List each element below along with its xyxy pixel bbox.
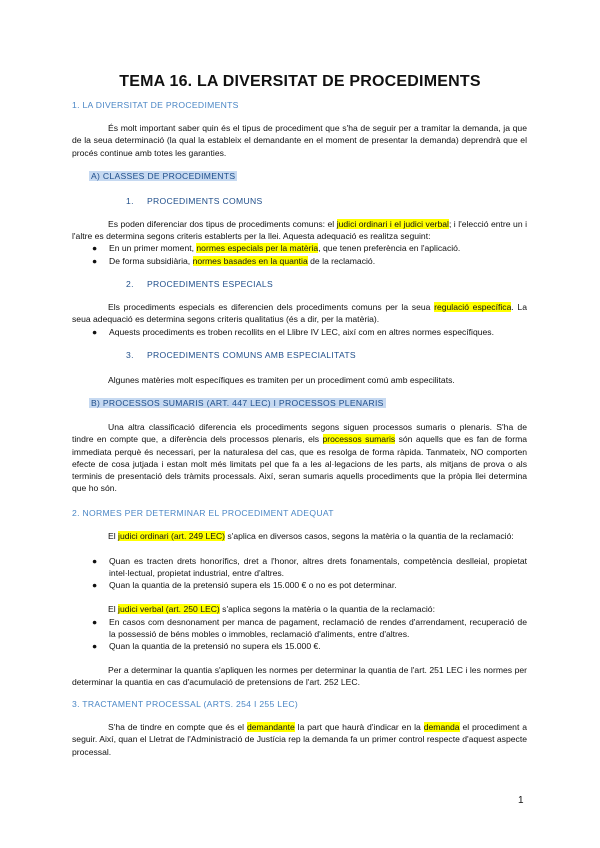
sub2-heading	[126, 279, 273, 289]
sub2-number: 2.	[126, 279, 134, 289]
bullet-icon: ●	[92, 641, 98, 651]
paragraph-quantia: Per a determinar la quantia s'apliquen les normes per determinar la quantia de l'art. 251 LEC i les normes per determinar la quantia en cas d'acumulació de pretensions de l'art. 252 LEC.	[72, 665, 527, 688]
highlight-normes-quantia: normes basades en la quantia	[192, 256, 308, 266]
sub3-number: 3.	[126, 350, 134, 360]
paragraph-judici-verbal: El judici verbal (art. 250 LEC) s'aplica segons la matèria o la quantia de la reclamació:	[108, 604, 435, 614]
highlight-judici-verbal: judici verbal (art. 250 LEC)	[118, 604, 220, 614]
sub1-number: 1.	[126, 196, 134, 206]
page-number: 1	[518, 795, 524, 806]
section-3-heading: 3. TRACTAMENT PROCESSAL (ARTS. 254 I 255 LEC)	[72, 699, 299, 709]
paragraph-summary-processes: Una altra classificació diferencia els procediments segons siguen processos sumaris o plenaris. S'ha de tindre en compte que, a diferència dels processos plenaris, els processos sumaris són aquells que es fan de forma immediata perquè és necessari, per la naturalesa del cas, que es resolga de forma ràpida. Tanmateix, NO comporten efecte de cosa jutjada i estan molt més limitats pel que fa a les al·legacions de les parts, als mitjans de prova o als terminis de presentació dels tràmits processals. Així, seran sumaris aquells procediments que la pròpia llei determina que ho són.	[72, 422, 528, 494]
sub3-heading	[126, 350, 356, 360]
sub1-heading	[126, 196, 263, 206]
paragraph-common-procedures: Es poden diferenciar dos tipus de procediments comuns: el judici ordinari i el judici verbal; i l'elecció entre un i l'altre es determina segons criteris establerts per la llei. Aquesta adequació es realitza seguint:	[72, 219, 527, 242]
sub1-label: PROCEDIMENTS COMUNS	[147, 196, 263, 206]
subsection-a-heading: A) CLASSES DE PROCEDIMENTS	[91, 171, 236, 181]
sub3-label: PROCEDIMENTS COMUNS AMB ESPECIALITATS	[147, 350, 356, 360]
highlight-demandante: demandante	[246, 722, 295, 732]
document-page: TEMA 16. LA DIVERSITAT DE PROCEDIMENTS 1. LA DIVERSITAT DE PROCEDIMENTS És molt important saber quin és el tipus de procediment que s'ha de seguir per a tramitar la demanda, ja que de la seua determinació (la qual la estableix el demandante en el moment de presentar la demanda) deprendrà que el procés continue amb totes les garanties. A) CLASSES DE PROCEDIMENTS 1. PROCEDIMENTS COMUNS Es poden diferenciar dos tipus de procediments comuns: el judici ordinari i el judici verbal; i l'elecció entre un i l'altre es determina segons criteris establerts per la llei. Aquesta adequació es realitza seguint: ● En un primer moment, normes especials per la matèria, que tenen preferència en l'aplicació. ● De forma subsidiària, normes basades en la quantia de la reclamació. 2. PROCEDIMENTS ESPECIALS Els procediments especials es diferencien dels procediments comuns per la seua regulació específica. La seua adequació es determina segons criteris qualitatius (és a dir, per la matèria). ● Aquests procediments es troben recollits en el Llibre IV LEC, així com en altres normes específiques. 3. PROCEDIMENTS COMUNS AMB ESPECIALITATS Algunes matèries molt específiques es tramiten per un procediment comú amb especilitats. B) PROCESSOS SUMARIS (ART. 447 LEC) I PROCESSOS PLENARIS Una altra classificació diferencia els procediments segons siguen processos sumaris o plenaris. S'ha de tindre en compte que, a diferència dels processos plenaris, els processos sumaris són aquells que es fan de forma immediata perquè és necessari, per la naturalesa del cas, que es resolga de forma ràpida. Tanmateix, NO comporten efecte de cosa jutjada i estan molt més limitats pel que fa a les al·legacions de les parts, als mitjans de prova o als terminis de presentació dels tràmits processals. Així, seran sumaris aquells procediments que la pròpia llei determina que ho són. 2. NORMES PER DETERMINAR EL PROCEDIMENT ADEQUAT El judici ordinari (art. 249 LEC) s'aplica en diversos casos, segons la matèria o la quantia de la reclamació: ● Quan es tracten drets honorífics, dret a l'honor, altres drets fonamentals, competència deslleial, propietat intel·lectual, propietat industrial, entre d'altres. ● Quan la quantia de la pretensió supera els 15.000 € o no es pot determinar. El judici verbal (art. 250 LEC) s'aplica segons la matèria o la quantia de la reclamació: ● En casos com desnonament per manca de pagament, reclamació de rendes d'arrendament, recuperació de la possessió de béns mobles o immobles, reclamació d'aliments, entre d'altres. ● Quan la quantia de la pretensió no supera els 15.000 €. Per a determinar la quantia s'apliquen les normes per determinar la quantia de l'art. 251 LEC i les normes per determinar la quantia en cas d'acumulació de pretensions de l'art. 252 LEC. 3. TRACTAMENT PROCESSAL (ARTS. 254 I 255 LEC) S'ha de tindre en compte que és el demandante la part que haurà d'indicar en la demanda el procediment a seguir. Així, quan el Lletrat de l'Administració de Justícia rep la demanda fa un primer control respecte d'aquest aspecte processal. 1	[0, 0, 600, 848]
highlight-normes-materia: normes especials per la matèria	[196, 243, 319, 253]
bullet-icon: ●	[92, 243, 98, 253]
section-2-heading: 2. NORMES PER DETERMINAR EL PROCEDIMENT ADEQUAT	[72, 508, 334, 518]
highlight-judici-ordinari: judici ordinari (art. 249 LEC)	[118, 531, 226, 541]
paragraph-tractament-processal: S'ha de tindre en compte que és el demandante la part que haurà d'indicar en la demanda el procediment a seguir. Així, quan el Lletrat de l'Administració de Justícia rep la demanda fa un primer control respecte d'aquest aspecte processal.	[72, 722, 528, 757]
paragraph-special-common: Algunes matèries molt específiques es tramiten per un procediment comú amb especilitats.	[108, 375, 455, 385]
bullet-icon: ●	[92, 327, 98, 337]
highlight-demanda: demanda	[423, 722, 460, 732]
paragraph-special-procedures: Els procediments especials es diferencien dels procediments comuns per la seua regulació específica. La seua adequació es determina segons criteris qualitatius (és a dir, per la matèria).	[72, 302, 527, 325]
bullet-icon: ●	[92, 556, 98, 566]
highlight-judici-ordinari-verbal: judici ordinari i el judici verbal	[336, 219, 449, 229]
bullet-icon: ●	[92, 256, 98, 266]
paragraph-judici-ordinari: El judici ordinari (art. 249 LEC) s'aplica en diversos casos, segons la matèria o la quantia de la reclamació:	[108, 531, 514, 541]
page-title: TEMA 16. LA DIVERSITAT DE PROCEDIMENTS	[119, 73, 481, 90]
highlight-processos-sumaris: processos sumaris	[322, 434, 396, 445]
highlight-regulacio-especifica: regulació específica	[434, 302, 512, 312]
sub2-label: PROCEDIMENTS ESPECIALS	[147, 279, 273, 289]
section-1-intro: És molt important saber quin és el tipus de procediment que s'ha de seguir per a tramitar la demanda, ja que de la seua determinació (la qual la estableix el demandante en el moment de presentar la demanda) deprendrà que el procés continue amb totes les garanties.	[72, 123, 527, 158]
subsection-b-heading: B) PROCESSOS SUMARIS (ART. 447 LEC) I PROCESSOS PLENARIS	[91, 398, 384, 408]
section-1-heading: 1. LA DIVERSITAT DE PROCEDIMENTS	[72, 100, 239, 110]
bullet-icon: ●	[92, 580, 98, 590]
bullet-icon: ●	[92, 617, 98, 627]
